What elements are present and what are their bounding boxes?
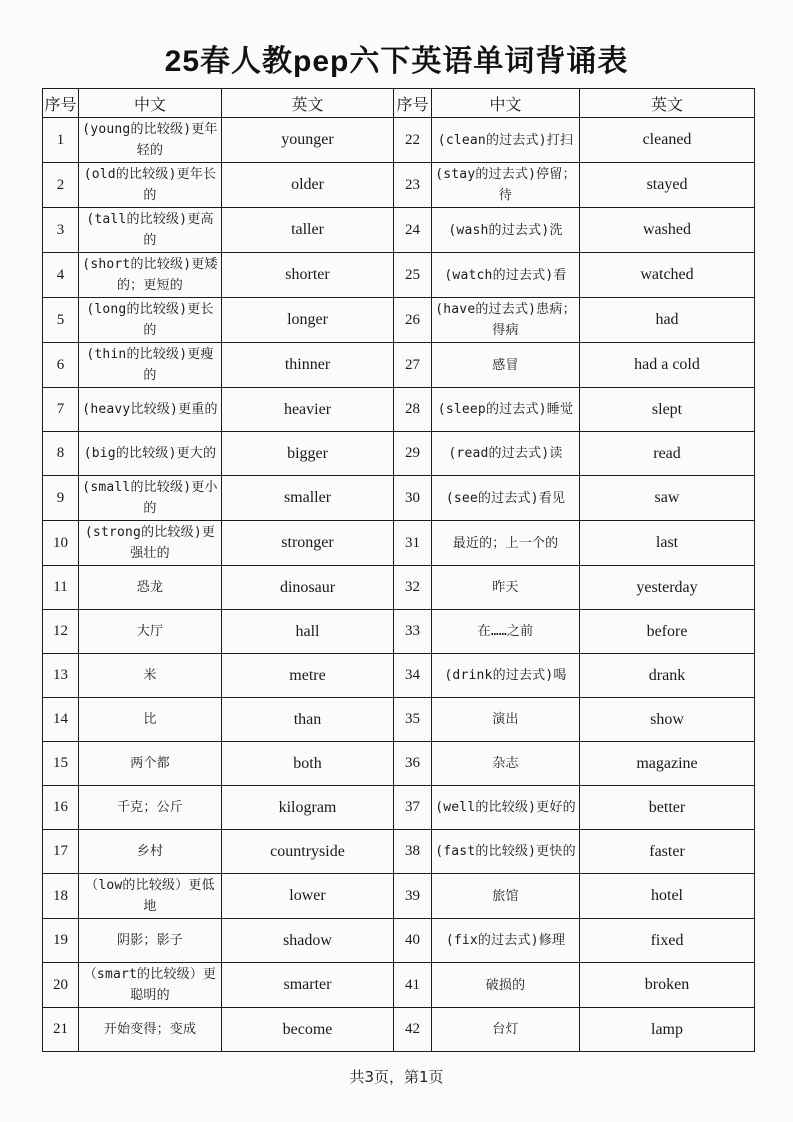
row-number-cell: 40 xyxy=(394,919,432,963)
page-title: 25春人教pep六下英语单词背诵表 xyxy=(164,45,629,78)
row-number-cell: 20 xyxy=(43,963,79,1008)
chinese-cell: (stay的过去式)停留；待 xyxy=(432,163,580,208)
english-cell: yesterday xyxy=(580,566,755,610)
row-number-cell: 11 xyxy=(43,566,79,610)
row-number-cell: 22 xyxy=(394,118,432,163)
english-cell: thinner xyxy=(222,343,394,388)
english-cell: younger xyxy=(222,118,394,163)
english-cell: become xyxy=(222,1008,394,1052)
table-row xyxy=(43,253,755,298)
table-row xyxy=(43,786,755,830)
table-row xyxy=(43,118,755,163)
row-number-cell: 13 xyxy=(43,654,79,698)
english-cell: hotel xyxy=(580,874,755,919)
header-english-left: 英文 xyxy=(222,89,394,118)
chinese-cell: 在……之前 xyxy=(432,610,580,654)
chinese-cell: (tall的比较级)更高的 xyxy=(79,208,222,253)
table-row xyxy=(43,919,755,963)
table-row xyxy=(43,874,755,919)
chinese-cell: 演出 xyxy=(432,698,580,742)
chinese-cell: (have的过去式)患病；得病 xyxy=(432,298,580,343)
table-row xyxy=(43,208,755,253)
header-no-left: 序号 xyxy=(43,89,79,118)
row-number-cell: 26 xyxy=(394,298,432,343)
chinese-cell: 旅馆 xyxy=(432,874,580,919)
english-cell: fixed xyxy=(580,919,755,963)
row-number-cell: 21 xyxy=(43,1008,79,1052)
english-cell: longer xyxy=(222,298,394,343)
row-number-cell: 16 xyxy=(43,786,79,830)
chinese-cell: 乡村 xyxy=(79,830,222,874)
chinese-cell: 感冒 xyxy=(432,343,580,388)
english-cell: broken xyxy=(580,963,755,1008)
english-cell: before xyxy=(580,610,755,654)
header-chinese-right: 中文 xyxy=(432,89,580,118)
chinese-cell: （low的比较级）更低地 xyxy=(79,874,222,919)
row-number-cell: 7 xyxy=(43,388,79,432)
row-number-cell: 10 xyxy=(43,521,79,566)
english-cell: drank xyxy=(580,654,755,698)
chinese-cell: (heavy比较级)更重的 xyxy=(79,388,222,432)
english-cell: shadow xyxy=(222,919,394,963)
row-number-cell: 35 xyxy=(394,698,432,742)
english-cell: stayed xyxy=(580,163,755,208)
chinese-cell: (young的比较级)更年轻的 xyxy=(79,118,222,163)
english-cell: lower xyxy=(222,874,394,919)
chinese-cell: (well的比较级)更好的 xyxy=(432,786,580,830)
chinese-cell: (old的比较级)更年长的 xyxy=(79,163,222,208)
table-row xyxy=(43,698,755,742)
english-cell: cleaned xyxy=(580,118,755,163)
row-number-cell: 24 xyxy=(394,208,432,253)
chinese-cell: 米 xyxy=(79,654,222,698)
row-number-cell: 6 xyxy=(43,343,79,388)
chinese-cell: (short的比较级)更矮的；更短的 xyxy=(79,253,222,298)
chinese-cell: (watch的过去式)看 xyxy=(432,253,580,298)
chinese-cell: 破损的 xyxy=(432,963,580,1008)
header-english-right: 英文 xyxy=(580,89,755,118)
table-row xyxy=(43,830,755,874)
row-number-cell: 23 xyxy=(394,163,432,208)
english-cell: hall xyxy=(222,610,394,654)
english-cell: smaller xyxy=(222,476,394,521)
row-number-cell: 17 xyxy=(43,830,79,874)
table-row xyxy=(43,654,755,698)
chinese-cell: (clean的过去式)打扫 xyxy=(432,118,580,163)
table-row xyxy=(43,1008,755,1052)
english-cell: read xyxy=(580,432,755,476)
english-cell: washed xyxy=(580,208,755,253)
english-cell: had a cold xyxy=(580,343,755,388)
chinese-cell: （smart的比较级）更聪明的 xyxy=(79,963,222,1008)
chinese-cell: 比 xyxy=(79,698,222,742)
english-cell: kilogram xyxy=(222,786,394,830)
chinese-cell: 阴影；影子 xyxy=(79,919,222,963)
row-number-cell: 33 xyxy=(394,610,432,654)
chinese-cell: 恐龙 xyxy=(79,566,222,610)
chinese-cell: 两个都 xyxy=(79,742,222,786)
english-cell: dinosaur xyxy=(222,566,394,610)
row-number-cell: 4 xyxy=(43,253,79,298)
table-row xyxy=(43,476,755,521)
row-number-cell: 41 xyxy=(394,963,432,1008)
english-cell: last xyxy=(580,521,755,566)
table-row xyxy=(43,343,755,388)
row-number-cell: 19 xyxy=(43,919,79,963)
chinese-cell: (strong的比较级)更强壮的 xyxy=(79,521,222,566)
chinese-cell: (wash的过去式)洗 xyxy=(432,208,580,253)
row-number-cell: 29 xyxy=(394,432,432,476)
table-row xyxy=(43,298,755,343)
row-number-cell: 8 xyxy=(43,432,79,476)
chinese-cell: (read的过去式)读 xyxy=(432,432,580,476)
table-row xyxy=(43,388,755,432)
chinese-cell: (drink的过去式)喝 xyxy=(432,654,580,698)
row-number-cell: 32 xyxy=(394,566,432,610)
english-cell: both xyxy=(222,742,394,786)
english-cell: shorter xyxy=(222,253,394,298)
english-cell: than xyxy=(222,698,394,742)
row-number-cell: 34 xyxy=(394,654,432,698)
row-number-cell: 37 xyxy=(394,786,432,830)
row-number-cell: 42 xyxy=(394,1008,432,1052)
row-number-cell: 36 xyxy=(394,742,432,786)
table-row xyxy=(43,163,755,208)
row-number-cell: 30 xyxy=(394,476,432,521)
english-cell: stronger xyxy=(222,521,394,566)
english-cell: saw xyxy=(580,476,755,521)
english-cell: slept xyxy=(580,388,755,432)
chinese-cell: 杂志 xyxy=(432,742,580,786)
header-chinese-left: 中文 xyxy=(79,89,222,118)
header-row xyxy=(43,89,755,118)
table-row xyxy=(43,742,755,786)
english-cell: countryside xyxy=(222,830,394,874)
row-number-cell: 28 xyxy=(394,388,432,432)
table-body xyxy=(43,118,755,1052)
english-cell: had xyxy=(580,298,755,343)
row-number-cell: 39 xyxy=(394,874,432,919)
english-cell: taller xyxy=(222,208,394,253)
chinese-cell: (sleep的过去式)睡觉 xyxy=(432,388,580,432)
english-cell: magazine xyxy=(580,742,755,786)
row-number-cell: 27 xyxy=(394,343,432,388)
english-cell: faster xyxy=(580,830,755,874)
english-cell: metre xyxy=(222,654,394,698)
chinese-cell: (see的过去式)看见 xyxy=(432,476,580,521)
row-number-cell: 5 xyxy=(43,298,79,343)
row-number-cell: 14 xyxy=(43,698,79,742)
row-number-cell: 2 xyxy=(43,163,79,208)
english-cell: bigger xyxy=(222,432,394,476)
chinese-cell: 开始变得；变成 xyxy=(79,1008,222,1052)
english-cell: lamp xyxy=(580,1008,755,1052)
chinese-cell: (fix的过去式)修理 xyxy=(432,919,580,963)
row-number-cell: 31 xyxy=(394,521,432,566)
row-number-cell: 15 xyxy=(43,742,79,786)
english-cell: show xyxy=(580,698,755,742)
row-number-cell: 18 xyxy=(43,874,79,919)
table-row xyxy=(43,566,755,610)
chinese-cell: 最近的；上一个的 xyxy=(432,521,580,566)
table-row xyxy=(43,610,755,654)
row-number-cell: 25 xyxy=(394,253,432,298)
table-row xyxy=(43,521,755,566)
chinese-cell: (long的比较级)更长的 xyxy=(79,298,222,343)
english-cell: better xyxy=(580,786,755,830)
chinese-cell: (small的比较级)更小的 xyxy=(79,476,222,521)
vocab-table xyxy=(42,88,755,1052)
row-number-cell: 38 xyxy=(394,830,432,874)
row-number-cell: 9 xyxy=(43,476,79,521)
row-number-cell: 1 xyxy=(43,118,79,163)
chinese-cell: (big的比较级)更大的 xyxy=(79,432,222,476)
chinese-cell: (fast的比较级)更快的 xyxy=(432,830,580,874)
chinese-cell: 台灯 xyxy=(432,1008,580,1052)
table-row xyxy=(43,432,755,476)
english-cell: watched xyxy=(580,253,755,298)
chinese-cell: 大厅 xyxy=(79,610,222,654)
english-cell: smarter xyxy=(222,963,394,1008)
chinese-cell: 千克；公斤 xyxy=(79,786,222,830)
chinese-cell: (thin的比较级)更瘦的 xyxy=(79,343,222,388)
table-row xyxy=(43,963,755,1008)
page-number-footer: 共3页，第1页 xyxy=(349,1068,444,1086)
row-number-cell: 12 xyxy=(43,610,79,654)
english-cell: heavier xyxy=(222,388,394,432)
row-number-cell: 3 xyxy=(43,208,79,253)
header-no-right: 序号 xyxy=(394,89,432,118)
chinese-cell: 昨天 xyxy=(432,566,580,610)
english-cell: older xyxy=(222,163,394,208)
